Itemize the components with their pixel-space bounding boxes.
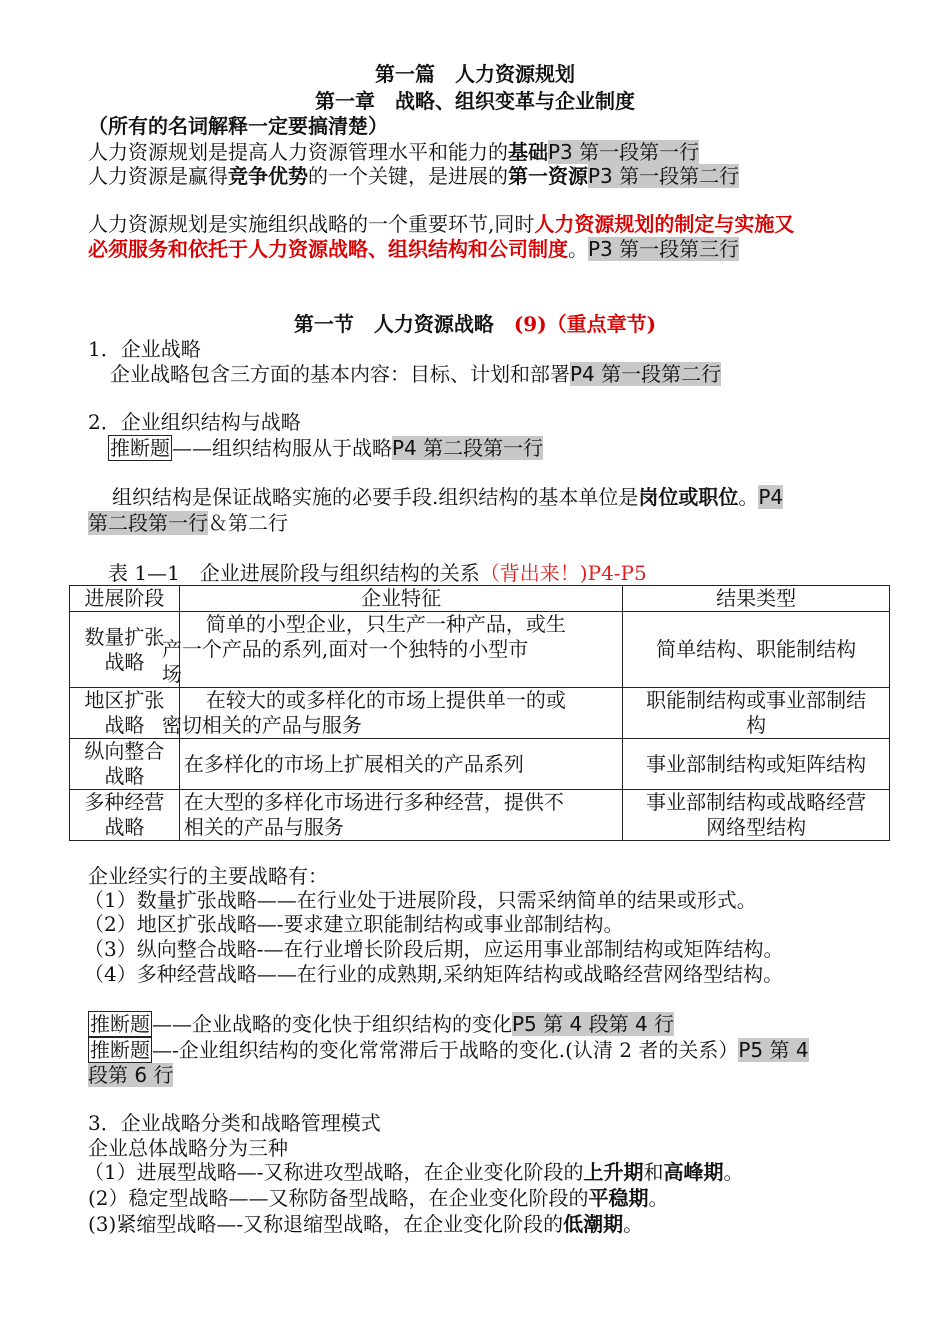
strategy-item: （2）地区扩张战略—-要求建立职能制结构或事业部制结构。 xyxy=(84,912,624,936)
result-cell: 事业部制结构或战略经营 网络型结构 xyxy=(623,790,890,841)
text: —-企业组织结构的变化常常滞后于战略的变化.(认清 2 者的关系） xyxy=(152,1038,739,1062)
judgement-tag: 推断题 xyxy=(90,1038,150,1062)
table-caption xyxy=(108,560,647,586)
strategies-intro: 企业经实行的主要战略有： xyxy=(88,864,328,888)
feature-cell: 在较大的或多样化的市场上提供单一的或 密切相关的产品与服务 xyxy=(179,688,622,739)
header-cell: 企业特征 xyxy=(179,586,622,612)
intro-line-1 xyxy=(88,139,699,165)
page-ref: P4 第二段第一行 xyxy=(392,436,544,460)
bold-term: 上升期 xyxy=(583,1160,644,1184)
strategy-item: （1）数量扩张战略——在行业处于进展阶段，只需采纳简单的结果或形式。 xyxy=(84,888,757,912)
text: 的一个关键，是进展的 xyxy=(308,164,508,188)
subsection-2-heading: 2．企业组织结构与战略 xyxy=(88,410,301,434)
bold-term: 基础 xyxy=(508,140,548,164)
judgement-tag: 推断题 xyxy=(110,436,170,460)
text: ——组织结构服从于战略 xyxy=(172,436,392,460)
section-title xyxy=(0,311,950,337)
table-row xyxy=(70,688,890,739)
text: ＆第二行 xyxy=(208,511,288,535)
text: 人力资源规划是实施组织战略的一个重要环节,同时 xyxy=(88,212,535,236)
table-row xyxy=(70,790,890,841)
bold-term: 第一资源 xyxy=(508,164,588,188)
bold-term: 岗位或职位 xyxy=(638,485,739,509)
text: 人力资源规划是提高人力资源管理水平和能力的 xyxy=(88,140,508,164)
text: ——企业战略的变化快于组织结构的变化 xyxy=(152,1012,512,1036)
stage-cell: 多种经营 战略 xyxy=(70,790,180,841)
subsection-3-heading: 3．企业战略分类和战略管理模式 xyxy=(88,1111,381,1135)
red-emphasis: 人力资源规划的制定与实施又 xyxy=(534,212,795,236)
text: 。 xyxy=(568,237,588,261)
stage-cell: 地区扩张 战略 xyxy=(70,688,180,739)
chapter-title: 第一章 战略、组织变革与企业制度 xyxy=(315,89,635,113)
text: 组织结构是保证战略实施的必要手段.组织结构的基本单位是 xyxy=(112,485,639,509)
stage-cell: 数量扩张 战略 xyxy=(70,612,180,688)
subsection-3-sub: 企业总体战略分为三种 xyxy=(88,1136,288,1160)
subsection-2-paragraph-line-1 xyxy=(112,484,783,510)
bold-term: 高峰期 xyxy=(663,1160,724,1184)
subsection-2-judgement xyxy=(108,435,543,461)
stage-cell: 纵向整合 战略 xyxy=(70,739,180,790)
header-cell: 结果类型 xyxy=(623,586,890,612)
page-ref: P3 第一段第三行 xyxy=(588,237,740,261)
red-emphasis: 必须服务和依托于人力资源战略、组织结构和公司制度 xyxy=(88,237,568,261)
strategy-type-1: （1）进展型战略—-又称进攻型战略，在企业变化阶段的上升期和高峰期。 xyxy=(84,1160,744,1184)
table-row xyxy=(70,739,890,790)
result-cell: 职能制结构或事业部制结 构 xyxy=(623,688,890,739)
text: 人力资源是赢得 xyxy=(88,164,228,188)
intro-line-2 xyxy=(88,163,739,189)
strategy-type-2: (2）稳定型战略——又称防备型战略，在企业变化阶段的平稳期。 xyxy=(88,1186,669,1210)
subsection-1-body xyxy=(110,361,721,387)
page-ref: P3 第一段第二行 xyxy=(588,164,740,188)
table-header-row xyxy=(70,586,890,612)
part-title: 第一篇 人力资源规划 xyxy=(375,62,575,86)
feature-cell: 简单的小型企业，只生产一种产品，或生 产一个产品的系列,面对一个独特的小型市 场 xyxy=(179,612,622,688)
bold-term: 平稳期 xyxy=(588,1186,649,1210)
strategy-type-3: (3)紧缩型战略—-又称退缩型战略，在企业变化阶段的低潮期。 xyxy=(88,1212,644,1236)
section-title-text: 第一节 人力资源战略 xyxy=(293,312,514,336)
judgement-tag: 推断题 xyxy=(90,1012,150,1036)
feature-cell: 在多样化的市场上扩展相关的产品系列 xyxy=(179,739,622,790)
bold-term: 低潮期 xyxy=(563,1212,624,1236)
result-cell: 简单结构、职能制结构 xyxy=(623,612,890,688)
judgement-line-2-cont xyxy=(88,1062,173,1088)
result-cell: 事业部制结构或矩阵结构 xyxy=(623,739,890,790)
caption-text: 表 1—1 企业进展阶段与组织结构的关系 xyxy=(108,561,480,585)
section-title-tail: (9)（重点章节) xyxy=(513,312,657,336)
subsection-2-paragraph-line-2 xyxy=(88,510,288,536)
page-ref: P3 第一段第一行 xyxy=(548,140,700,164)
strategy-item: （3）纵向整合战略-—在行业增长阶段后期，应运用事业部制结构或矩阵结构。 xyxy=(84,937,784,961)
strategy-item: （4）多种经营战略——在行业的成熟期,采纳矩阵结构或战略经营网络型结构。 xyxy=(84,962,784,986)
header-cell: 进展阶段 xyxy=(70,586,180,612)
page-ref: 段第 6 行 xyxy=(88,1063,174,1087)
feature-cell: 在大型的多样化市场进行多种经营，提供不 相关的产品与服务 xyxy=(179,790,622,841)
table-row xyxy=(70,612,890,688)
judgement-line-2 xyxy=(88,1037,809,1063)
page-ref: P4 第一段第二行 xyxy=(570,362,722,386)
intro-paragraph-line-1 xyxy=(88,211,794,237)
page-ref: P5 第 4 段第 4 行 xyxy=(512,1012,675,1036)
intro-paragraph-line-2 xyxy=(88,236,739,262)
text: 。 xyxy=(738,485,759,509)
bold-term: 竞争优势 xyxy=(228,164,308,188)
subsection-1-heading: 1．企业战略 xyxy=(88,337,201,361)
text: 企业战略包含三方面的基本内容：目标、计划和部署 xyxy=(110,362,570,386)
caption-red: （背出来！)P4-P5 xyxy=(479,561,647,585)
page-ref: P4 xyxy=(758,485,784,509)
judgement-line-1 xyxy=(88,1011,674,1037)
strategy-structure-table xyxy=(69,585,890,841)
note-line: （所有的名词解释一定要搞清楚） xyxy=(88,114,388,138)
page-ref: 第二段第一行 xyxy=(88,511,208,535)
page-ref: P5 第 4 xyxy=(738,1038,809,1062)
